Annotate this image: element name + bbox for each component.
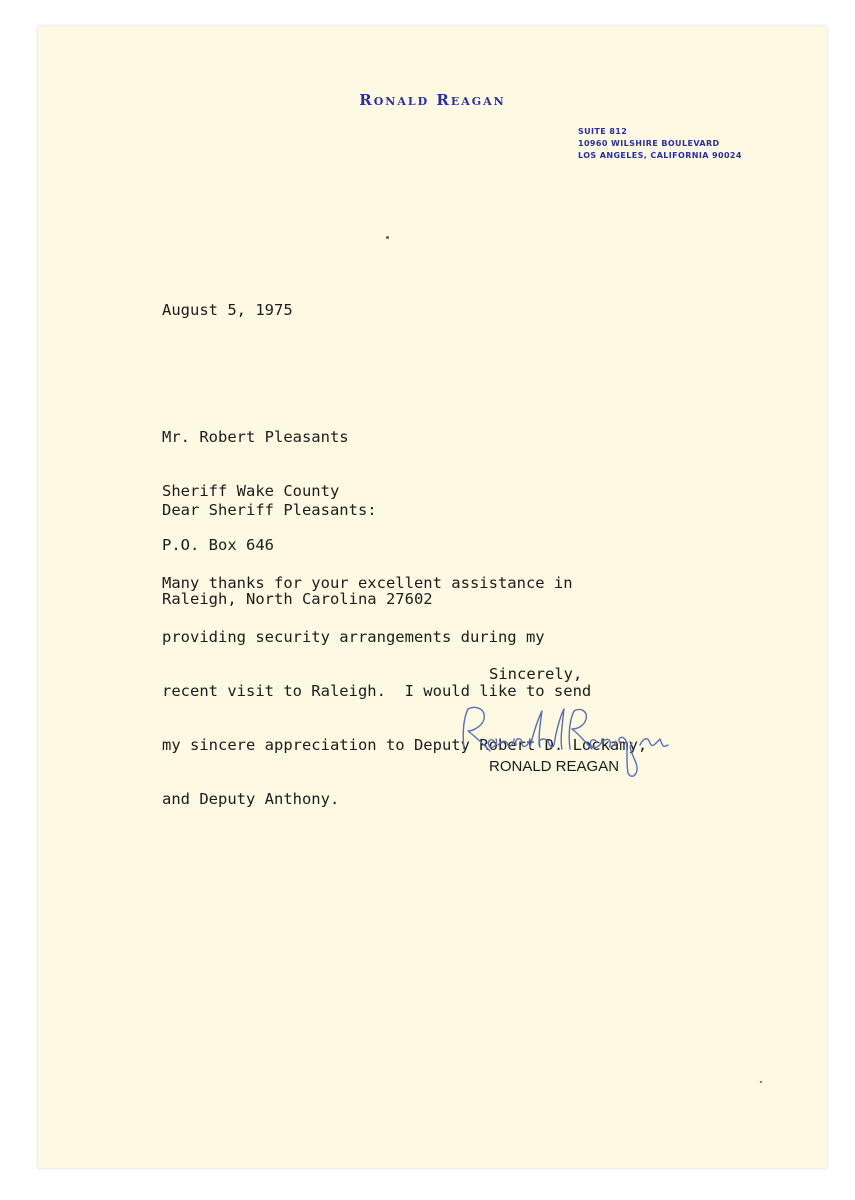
recipient-po-box: P.O. Box 646	[162, 536, 274, 554]
letter-date: August 5, 1975	[162, 301, 293, 319]
body-line: and Deputy Anthony.	[162, 790, 340, 808]
paper-speck	[386, 236, 389, 239]
closing: Sincerely,	[489, 665, 583, 683]
letterhead-address	[578, 126, 742, 162]
body-line: Many thanks for your excellent assistance in	[162, 574, 573, 592]
letterhead-name: Ronald Reagan	[359, 91, 506, 109]
letter-body	[162, 538, 647, 844]
address-line-city: LOS ANGELES, CALIFORNIA 90024	[578, 151, 742, 160]
salutation: Dear Sheriff Pleasants:	[162, 501, 377, 519]
body-line: my sincere appreciation to Deputy Robert D. Lockamy,	[162, 736, 648, 754]
recipient-name: Mr. Robert Pleasants	[162, 428, 349, 446]
letter-page	[38, 26, 827, 1168]
recipient-title: Sheriff Wake County	[162, 482, 340, 500]
body-line: providing security arrangements during my	[162, 628, 545, 646]
paper-speck	[760, 1081, 762, 1083]
address-line-suite: SUITE 812	[578, 127, 628, 136]
signer-name: RONALD REAGAN	[489, 758, 620, 775]
recipient-city: Raleigh, North Carolina 27602	[162, 590, 433, 608]
address-line-street: 10960 WILSHIRE BOULEVARD	[578, 139, 720, 148]
body-line: recent visit to Raleigh. I would like to send	[162, 682, 592, 700]
